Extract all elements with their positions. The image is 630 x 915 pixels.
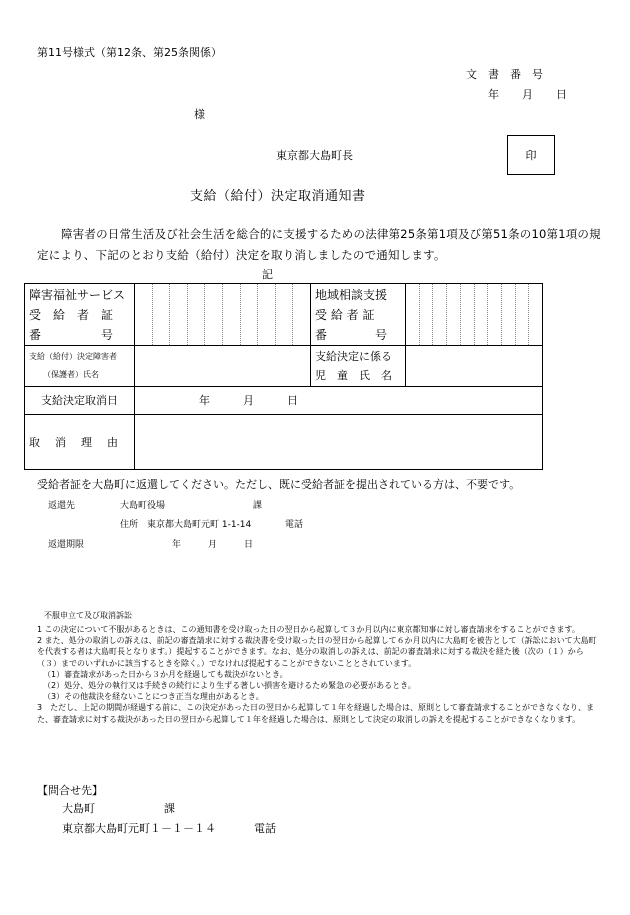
appeal-note-3: 3 ただし、上記の期間が経過する前に、この決定があった日の翌日から起算して１年を経過した場合は、原則として審査請求することができなくなり、また、審査請求に対する裁決があった日の翌日から起算して１年を経過した場合は、原則として決定の取消しの訴えを提起することができなくなります。 bbox=[37, 703, 595, 724]
consult-label-line3: 番 号 bbox=[315, 327, 388, 342]
seal-box bbox=[507, 135, 555, 175]
appeal-note-2-1: （1）審査請求があった日から３か月を経過しても裁決がないとき。 bbox=[43, 669, 288, 679]
body-sentence: 障害者の日常生活及び社会生活を総合的に支援するための法律第25条第1項及び第51条の10第1項の規定により、下記のとおり支給（給付）決定を取り消しましたので通知します。 bbox=[37, 227, 601, 262]
return-deadline-label: 返還期限 bbox=[48, 540, 85, 550]
recipient-no-field[interactable] bbox=[135, 284, 311, 346]
appeal-note-2: 2 また、処分の取消しの訴えは、前記の審査請求に対する裁決書を受け取った日の翌日から起算して６か月以内に大島町を被告として（訴訟において大島町を代表する者は大島町長となります。）提起することができます。なお、処分の取消しの訴えは、前記の審査請求に対する裁決を経た後（次の（１）から（３）までのいずれかに該当するときを除く。）でなければ提起することができないこととされています。 bbox=[37, 636, 597, 668]
return-dest-office: 大島町役場 bbox=[120, 501, 166, 511]
ki-marker: 記 bbox=[262, 268, 273, 281]
child-name-field[interactable] bbox=[406, 346, 543, 386]
return-dest-section: 課 bbox=[253, 501, 263, 511]
recipient-label-line3: 番 号 bbox=[29, 327, 114, 342]
child-label-line1: 支給決定に係る bbox=[315, 349, 392, 363]
consult-no-field[interactable] bbox=[406, 284, 543, 346]
contact-phone: 電話 bbox=[254, 822, 276, 835]
issue-date: 年 月 日 bbox=[488, 88, 573, 101]
appeal-note-1: 1 この決定について不服があるときは、この通知書を受け取った日の翌日から起算して３か月以内に東京都知事に対し審査請求をすることができます。 bbox=[37, 625, 580, 634]
consult-no-label bbox=[311, 284, 406, 346]
person-label-line1: 支給（給付）決定障害者 bbox=[29, 351, 117, 361]
document-number: 文 書 番 号 bbox=[466, 68, 543, 81]
return-notice: 受給者証を大島町に返還してください。ただし、既に受給者証を提出されている方は、不要です。 bbox=[37, 478, 521, 491]
recipient-label-line1: 障害福祉サービス bbox=[29, 287, 126, 302]
cancel-date-field[interactable]: 年 月 日 bbox=[135, 386, 543, 414]
contact-section: 課 bbox=[164, 802, 175, 815]
return-phone: 電話 bbox=[285, 520, 304, 530]
reason-label: 取 消 理 由 bbox=[25, 414, 135, 469]
appeal-heading: 不服申立て及び取消訴訟 bbox=[44, 611, 132, 620]
person-name-label bbox=[25, 346, 135, 386]
issuer: 東京都大島町長 bbox=[276, 149, 353, 162]
reason-field[interactable] bbox=[135, 414, 543, 469]
return-dest-label: 返還先 bbox=[48, 501, 76, 511]
recipient-label-line2: 受 給 者 証 bbox=[29, 307, 114, 322]
addressee-suffix: 様 bbox=[194, 108, 205, 121]
contact-address: 東京都大島町元町１－１－１４ bbox=[62, 822, 216, 835]
consult-label-line1: 地域相談支援 bbox=[315, 287, 388, 302]
appeal-note-2-2: （2）処分、処分の執行又は手続きの続行により生ずる著しい損害を避けるため緊急の必要があるとき。 bbox=[43, 681, 416, 691]
appeal-notes bbox=[37, 624, 602, 725]
return-address: 住所 東京都大島町元町 1-1-14 bbox=[120, 520, 252, 530]
document-title: 支給（給付）決定取消通知書 bbox=[190, 189, 366, 204]
person-name-field[interactable] bbox=[135, 346, 311, 386]
child-label-line2: 児 童 氏 名 bbox=[315, 368, 392, 382]
return-deadline-value: 年 月 日 bbox=[172, 540, 254, 550]
decision-table bbox=[24, 283, 543, 470]
appeal-note-2-3: （3）その他裁決を経ないことにつき正当な理由があるとき。 bbox=[43, 692, 264, 702]
cancel-date-label: 支給決定取消日 bbox=[25, 386, 135, 414]
contact-office: 大島町 bbox=[62, 802, 95, 815]
seal-label: 印 bbox=[525, 149, 537, 162]
recipient-no-label bbox=[25, 284, 135, 346]
person-label-line2: （保護者）氏名 bbox=[43, 369, 99, 379]
form-number: 第11号様式（第12条、第25条関係） bbox=[37, 46, 222, 59]
body-text bbox=[37, 224, 602, 266]
child-name-label bbox=[311, 346, 406, 386]
consult-label-line2: 受 給 者 証 bbox=[315, 307, 375, 322]
contact-heading: 【問合せ先】 bbox=[37, 784, 103, 797]
